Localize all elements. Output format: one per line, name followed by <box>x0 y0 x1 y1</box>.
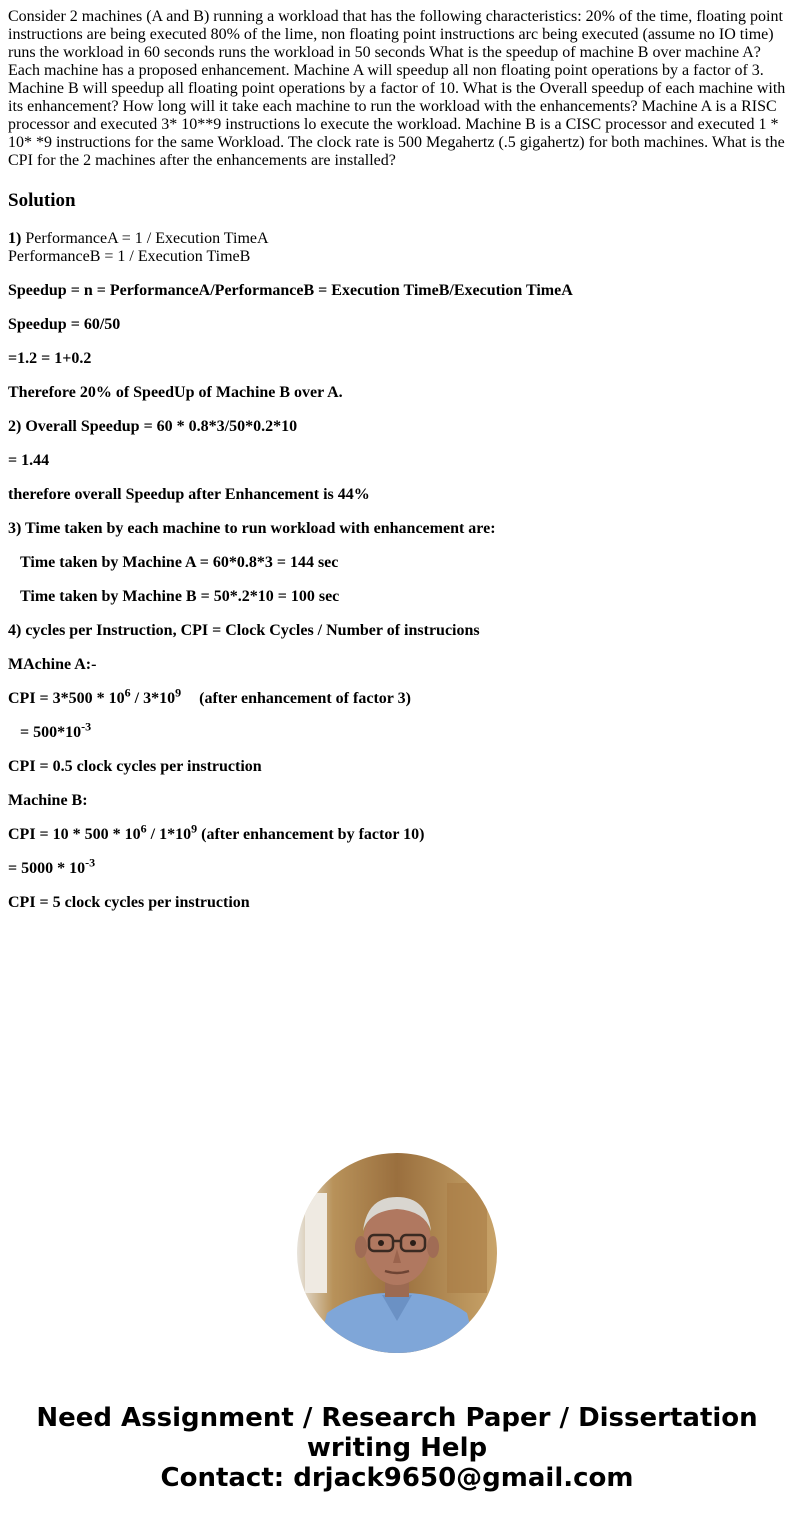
footer-line-2: writing Help <box>306 1433 488 1463</box>
machine-b-result: CPI = 5 clock cycles per instruction <box>8 894 250 911</box>
machine-b-cpi-formula <box>8 821 786 844</box>
step-1 <box>8 230 786 266</box>
performance-a-def: PerformanceA = 1 / Execution TimeA <box>25 230 269 247</box>
step-2-conclusion: therefore overall Speedup after Enhancement is 44% <box>8 486 370 503</box>
ma-cpi-exp1: 6 <box>124 685 131 700</box>
performance-b-def: PerformanceB = 1 / Execution TimeB <box>8 248 251 265</box>
mb-cpi-exp2: 9 <box>191 821 198 836</box>
ma-cpi-exp2: 9 <box>175 685 182 700</box>
speedup-value: Speedup = 60/50 <box>8 316 121 333</box>
speedup-conclusion: Therefore 20% of SpeedUp of Machine B over A. <box>8 384 343 401</box>
machine-a-equation <box>8 719 786 742</box>
speedup-definition: Speedup = n = PerformanceA/PerformanceB = Execution TimeB/Execution TimeA <box>8 282 573 299</box>
mb-eq-exp: -3 <box>85 855 96 870</box>
solution-heading: Solution <box>8 190 76 211</box>
step-4-line: 4) cycles per Instruction, CPI = Clock Cycles / Number of instrucions <box>8 622 480 639</box>
ma-cpi-pre: CPI = 3*500 * 10 <box>8 690 125 707</box>
mb-cpi-exp1: 6 <box>140 821 147 836</box>
mb-eq-pre: = 5000 * 10 <box>8 860 86 877</box>
ma-cpi-mid: / 3*10 <box>130 690 176 707</box>
question-text: Consider 2 machines (A and B) running a workload that has the following characteristics: 20% of the time, floating point instructions are being executed 80% of the lime, non floating point instructions arc being executed (assume no IO time) runs the workload in 60 seconds runs the workload in 50 seconds What is the speedup of machine B over machine A? Each machine has a proposed enhancement. Machine A will speedup all non floating point operations by a factor of 3. Machine B will speedup all floating point operations by a factor of 10. What is the Overall speedup of each machine with its enhancement? How long will it take each machine to run the workload with the enhancements? Machine A is a RISC processor and executed 3* 10**9 instructions lo execute the workload. Machine B is a CISC processor and executed 1 * 10* *9 instructions for the same Workload. The clock rate is 500 Megahertz (.5 gigahertz) for both machines. What is the CPI for the 2 machines after the enhancements are installed? <box>8 8 786 169</box>
step-2-result: = 1.44 <box>8 452 50 469</box>
time-machine-b: Time taken by Machine B = 50*.2*10 = 100 sec <box>20 588 340 605</box>
ma-cpi-note: (after enhancement of factor 3) <box>199 690 411 707</box>
mb-cpi-mid: / 1*10 <box>146 826 192 843</box>
footer-line-1: Need Assignment / Research Paper / Dissertation <box>36 1403 758 1433</box>
mb-cpi-pre: CPI = 10 * 500 * 10 <box>8 826 141 843</box>
step-1-number: 1) <box>8 230 22 247</box>
speedup-result: =1.2 = 1+0.2 <box>8 350 92 367</box>
author-avatar <box>297 1153 497 1353</box>
machine-a-result: CPI = 0.5 clock cycles per instruction <box>8 758 262 775</box>
ma-eq-pre: = 500*10 <box>20 724 82 741</box>
step-2-line: 2) Overall Speedup = 60 * 0.8*3/50*0.2*10 <box>8 418 298 435</box>
machine-a-cpi-formula <box>8 685 786 708</box>
person-photo-icon <box>297 1153 497 1353</box>
machine-b-equation <box>8 855 786 878</box>
step-3-line: 3) Time taken by each machine to run workload with enhancement are: <box>8 520 496 537</box>
footer-contact: Contact: drjack9650@gmail.com <box>160 1463 634 1493</box>
time-machine-a: Time taken by Machine A = 60*0.8*3 = 144 sec <box>20 554 339 571</box>
ma-eq-exp: -3 <box>81 719 92 734</box>
machine-b-heading: Machine B: <box>8 792 88 809</box>
footer-promo <box>0 1403 794 1493</box>
machine-a-heading: MAchine A:- <box>8 656 97 673</box>
mb-cpi-note: (after enhancement by factor 10) <box>197 826 425 843</box>
